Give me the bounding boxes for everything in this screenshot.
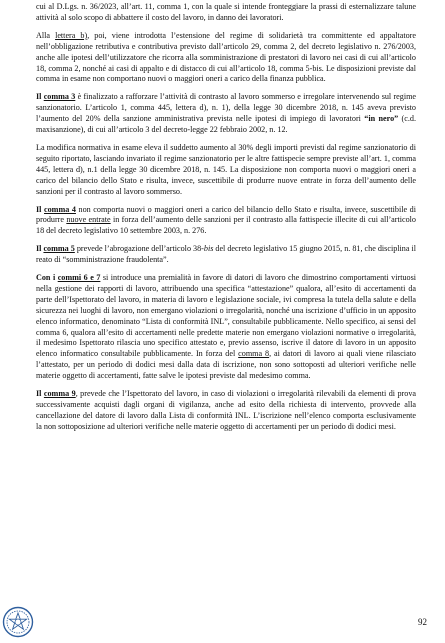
republic-emblem-icon xyxy=(2,606,34,638)
paragraph-text: , prevede che l’Ispettorato del lavoro, in caso di violazioni o irregolarità rilevabili da elementi di prova successivamente acquisti dagli organi di vigilanza, anche ad esito della richiesta di intervento, provvede alla cancellazione del datore di lavoro dalla Lista di conformità INL. L’iscrizione nell’elenco comporta esclusivamente la non sottoposizione ad ulteriori verifiche nelle materie oggetto di accertamenti per un periodo di dodici mesi. xyxy=(36,389,416,431)
paragraph-lead: Il xyxy=(36,92,44,102)
paragraph-1 xyxy=(36,2,416,24)
comma-3-reference: comma 3 xyxy=(43,92,76,102)
paragraph-text: è finalizzato a rafforzare l’attività di contrasto al lavoro sommerso e irregolare intervenendo sul regime sanzionatorio. L’articolo 1, comma 445, lettera d), n. 1), della legge 30 dicembre 2018, n. 145 aveva previsto l’aumento del 20% della sanzione amministrativa prevista nelle ipotesi di impiego di lavoratori xyxy=(36,92,417,124)
paragraph-lead: Con i xyxy=(36,273,58,283)
paragraph-text: cui al D.Lgs. n. 36/2023, all’art. 11, comma 1, con la quale si intende fronteggiare la prassi di esternalizzare talune attività al solo scopo di abbattere il costo del lavoro, in danno dei lavoratori. xyxy=(36,2,416,22)
paragraph-3 xyxy=(36,92,416,136)
paragraph-text: si introduce una premialità in favore di datori di lavoro che dimostrino comportamenti virtuosi nella gestione dei rapporti di lavoro, attribuendo una specifica “attestazione” qualora, all’esito di accertamenti da parte dell’Ispettorato del lavoro, in materia di lavoro e legislazione sociale, ivi compresa la tutela della salute e della sicurezza nei luoghi di lavoro, non emergano violazioni o irregolarità, nonché una iscrizione d’ufficio in un apposito elenco informatico, denominato “Lista di conformità INL”, consultabile pubblicamente. Nello specifico, ai sensi del comma 6, qualora all’esito di accertamenti nelle predette materie non emergano violazioni normative o irregolarità, il medesimo Ispettorato rilascia uno specifico attestato e, previo assenso, iscrive il datore di lavoro in un apposito elenco informatico consultabile pubblicamente. In forza del xyxy=(36,273,416,359)
paragraph-text: del decreto legislativo 15 giugno 2015, n. 81, che disciplina il reato di “somministrazione fraudolenta”. xyxy=(36,244,416,265)
comma-9-reference: comma 9 xyxy=(43,389,76,399)
comma-4-reference: comma 4 xyxy=(44,204,76,214)
paragraph-2 xyxy=(36,31,416,86)
paragraph-lead: Il xyxy=(36,204,45,214)
document-page xyxy=(36,2,416,440)
paragraph-5 xyxy=(36,205,416,238)
paragraph-lead: Il xyxy=(36,244,44,254)
bis-italic: bis xyxy=(203,244,214,254)
paragraph-text: in forza dell’aumento delle sanzioni per il contrasto alla fattispecie illecite di cui all’articolo 18 del decreto legislativo 10 settembre 2003, n. 276. xyxy=(36,215,416,236)
paragraph-6 xyxy=(36,244,416,266)
paragraph-text: non comporta nuovi o maggiori oneri a carico del bilancio dello Stato e risulta, invece, suscettibile di produrre xyxy=(36,204,416,225)
paragraph-text: Alla xyxy=(36,30,56,40)
page-number: 92 xyxy=(418,617,427,627)
lettera-b-reference: lettera b) xyxy=(55,30,88,40)
comma-5-reference: comma 5 xyxy=(43,244,75,254)
commi-6-7-reference: commi 6 e 7 xyxy=(57,273,101,283)
paragraph-text: prevede l’abrogazione dell’articolo 38- xyxy=(74,244,204,254)
comma-8-reference: comma 8 xyxy=(238,349,270,359)
in-nero-term: “in nero” xyxy=(364,114,399,124)
paragraph-4 xyxy=(36,143,416,198)
paragraph-7 xyxy=(36,273,416,382)
paragraph-text: , ai datori di lavoro ai quali viene rilasciato l’attestato, per un periodo di dodici mesi dalla data di iscrizione, non sono sottoposti ad ulteriori verifiche nelle materie oggetto di accertamenti, fatte salve le ipotesi previste dal medesimo comma. xyxy=(36,349,416,381)
paragraph-text: , poi, viene introdotta l’estensione del regime di solidarietà tra committente ed appaltatore nell’obbligazione retributiva e contributiva previsto dall’articolo 29, comma 2, del decreto legislativo n. 276/2003, anche alle ipotesi dell’utilizzatore che ricorra alla somministrazione di prestatori di lavoro nei casi di cui all’articolo 18, comma 2, nonché ai casi di appalto e di distacco di cui all’articolo 18, comma 5-bis. Le disposizioni previste dal comma in esame non comportano nuovi o maggiori oneri a carico della finanza pubblica. xyxy=(36,30,416,84)
paragraph-text: La modifica normativa in esame eleva il suddetto aumento al 30% degli importi previsti dal regime sanzionatorio di seguito riportato, lasciando invariato il regime sanzionatorio per le altre fattispecie sempre previste all’art. 1, comma 445, lettera d), n.1 della legge 30 dicembre 2018, n. 145. La disposizione non comporta nuovi o maggiori oneri a carico del bilancio dello Stato e risulta, invece, suscettibile di produrre nuove entrate in forza dell’aumento delle sanzioni per il contrasto al lavoro sommerso. xyxy=(36,142,416,196)
nuove-entrate-term: nuove entrate xyxy=(66,215,111,225)
paragraph-8 xyxy=(36,389,416,433)
paragraph-text: (c.d. maxisanzione), di cui all’articolo 3 del decreto-legge 22 febbraio 2002, n. 12. xyxy=(36,114,416,135)
paragraph-lead: Il xyxy=(36,389,44,399)
